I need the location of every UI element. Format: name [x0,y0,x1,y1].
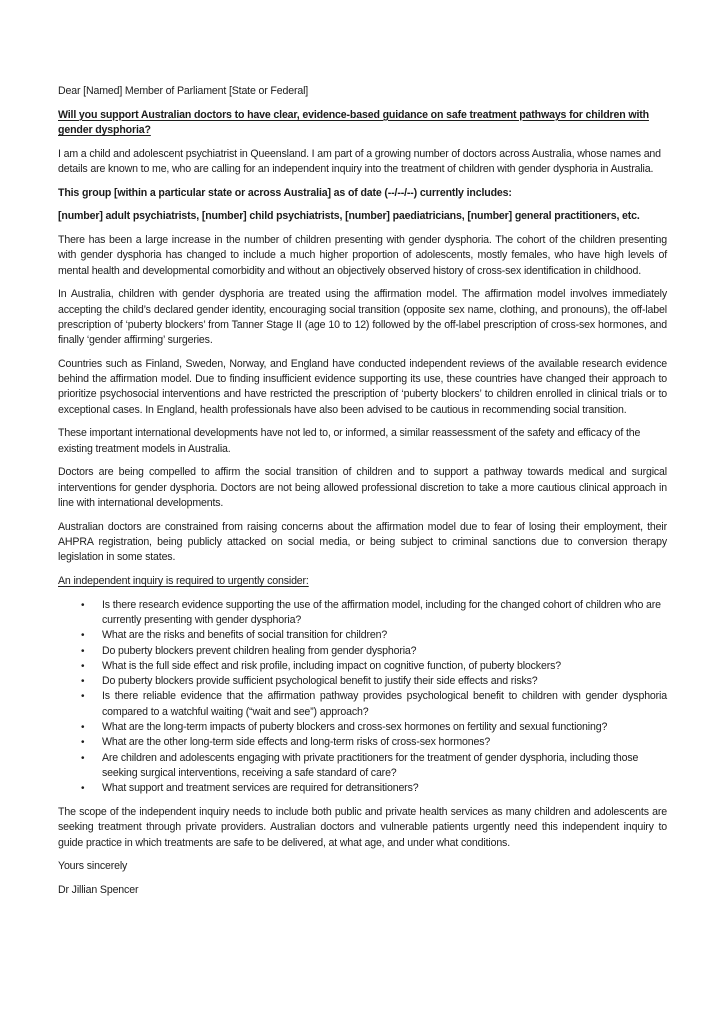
body-paragraph: Countries such as Finland, Sweden, Norway, and England have conducted independent reviews of the available research evidence behind the affirmation model. Due to finding insufficient evidence supporting its use, these countries have changed their approach to prioritize psychosocial interventions and have restricted the prescription of ‘puberty blockers’ to children enrolled in clinical trials or to exceptional cases. In England, health professionals have also been advised to be cautious in recommending social transition. [58,357,667,416]
list-item [58,644,667,659]
bullet-icon: • [81,737,85,749]
body-paragraph: There has been a large increase in the number of children presenting with gender dysphoria. The cohort of the children presenting with gender dysphoria has changed to include a much higher proportion of adolescents, mostly females, who have high levels of mental health and developmental comorbidity and without an objectively observed history of cross-sex identification in childhood. [58,234,667,277]
bullet-icon: • [81,599,85,611]
question-text: What are the long-term impacts of puberty blockers and cross-sex hormones on fertility and sexual functioning? [102,721,608,734]
body-paragraph: Doctors are being compelled to affirm the social transition of children and to support a pathway towards medical and surgical interventions for gender dysphoria. Doctors are not being allowed professional discretion to take a more cautious clinical approach in line with international developments. [58,466,667,510]
list-item [58,735,667,750]
intro-paragraph: I am a child and adolescent psychiatrist in Queensland. I am part of a growing number of doctors across Australia, whose names and details are known to me, who are calling for an independent inquiry into the treatment of children with gender dysphoria in Australia. [58,147,661,175]
bullet-icon: • [81,722,85,734]
bullet-icon: • [81,752,85,764]
inquiry-heading: An independent inquiry is required to urgently consider: [58,575,309,588]
bullet-icon: • [81,645,85,657]
list-item [58,781,667,796]
question-text: Are children and adolescents engaging with private practitioners for the treatment of gender dysphoria, including those seeking surgical interventions, receiving a safe standard of care? [102,751,639,779]
list-item [58,751,667,782]
bullet-icon: • [81,676,85,688]
body-paragraph: In Australia, children with gender dysphoria are treated using the affirmation model. The affirmation model involves immediately accepting the child’s declared gender identity, encouraging social transition (opposite sex name, clothing, and pronouns), the off-label prescription of ‘puberty blockers’ from Tanner Stage II (age 10 to 12) followed by the off-label prescription of cross-sex hormones, and finally ‘gender affirming’ surgeries. [58,288,667,347]
inquiry-questions-list [58,598,667,797]
letter-heading: Will you support Australian doctors to have clear, evidence-based guidance on safe treatment pathways for children with gender dysphoria? [58,108,649,136]
signature: Dr Jillian Spencer [58,883,139,896]
list-item [58,689,667,720]
question-text: What are the risks and benefits of social transition for children? [102,629,388,642]
body-paragraph: Australian doctors are constrained from raising concerns about the affirmation model due to fear of losing their employment, their AHPRA registration, being publicly attacked on social media, or being subject to criminal sanctions due to conversion therapy legislation in some states. [58,520,667,564]
question-text: What are the other long-term side effects and long-term risks of cross-sex hormones? [102,736,491,749]
question-text: What is the full side effect and risk profile, including impact on cognitive function, of puberty blockers? [102,659,561,672]
list-item [58,598,667,629]
bullet-icon: • [81,630,85,642]
list-item [58,659,667,674]
salutation: Dear [Named] Member of Parliament [State or Federal] [58,85,309,97]
question-text: Do puberty blockers prevent children healing from gender dysphoria? [102,644,417,657]
closing: Yours sincerely [58,860,128,873]
question-text: Do puberty blockers provide sufficient psychological benefit to justify their side effects and risks? [102,675,538,688]
list-item [58,674,667,689]
question-text: What support and treatment services are required for detransitioners? [102,782,419,795]
body-paragraph: These important international developments have not led to, or informed, a similar reassessment of the safety and efficacy of the existing treatment models in Australia. [58,427,641,455]
list-item [58,720,667,735]
question-text: Is there research evidence supporting the use of the affirmation model, including for the changed cohort of children who are currently presenting with gender dysphoria? [102,598,661,626]
letter-page [58,84,667,907]
bullet-icon: • [81,660,85,672]
bullet-icon: • [81,783,85,795]
bullet-icon: • [81,691,85,703]
scope-paragraph: The scope of the independent inquiry needs to include both public and private health services as many children and adolescents are seeking treatment through private providers. Australian doctors and vulnerable patients urgently need this independent inquiry to guide practice in which treatments are safe to be delivered, at what age, and under what conditions. [58,805,667,849]
list-item [58,628,667,643]
question-text: Is there reliable evidence that the affirmation pathway provides psychological benefit to children with gender dysphoria compared to a watchful waiting (“wait and see”) approach? [102,690,667,718]
group-statement: This group [within a particular state or across Australia] as of date (--/--/--) currently includes: [58,186,512,199]
group-members: [number] adult psychiatrists, [number] child psychiatrists, [number] paediatricians, [number] general practitioners, etc. [58,210,640,223]
